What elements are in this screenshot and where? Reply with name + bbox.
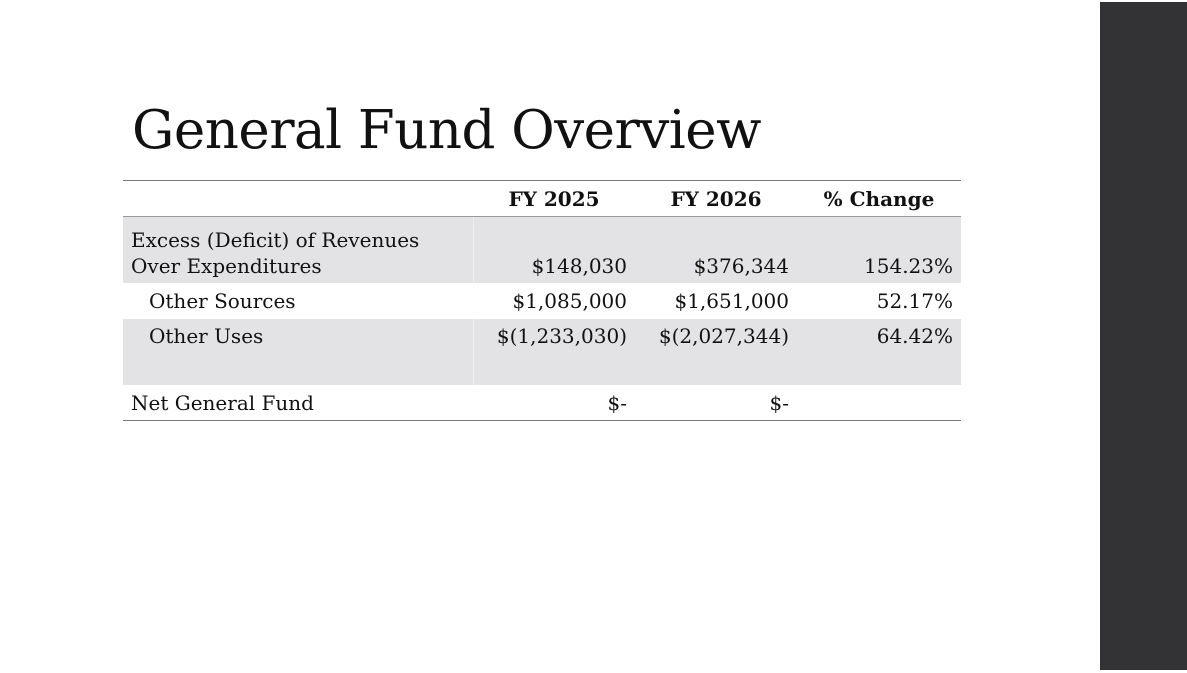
- cell-percent-change: 154.23%: [797, 217, 961, 284]
- table-row: [123, 217, 961, 284]
- cell-fy2026: $376,344: [635, 217, 797, 284]
- cell-percent-change: [797, 385, 961, 421]
- side-accent-bar: [1100, 2, 1187, 670]
- cell-percent-change: 52.17%: [876, 289, 953, 313]
- cell-fy2026: $1,651,000: [674, 289, 789, 313]
- row-label-line1: Excess (Deficit) of Revenues: [131, 228, 420, 252]
- table-row: [123, 283, 961, 319]
- table-row: [123, 385, 961, 421]
- row-label-line2: Over Expenditures: [131, 254, 322, 278]
- cell-fy2026: $(2,027,344): [635, 319, 797, 385]
- cell-fy2025: $1,085,000: [512, 289, 627, 313]
- general-fund-table: [123, 180, 961, 421]
- table-row: [123, 319, 961, 385]
- row-label-net-general-fund: Net General Fund: [131, 390, 314, 415]
- row-label-other-uses: Other Uses: [123, 319, 473, 385]
- header-fy2025: FY 2025: [473, 181, 635, 217]
- cell-fy2025: $(1,233,030): [473, 319, 635, 385]
- row-label-excess-deficit: [123, 217, 473, 284]
- cell-fy2026: $-: [769, 390, 789, 415]
- header-fy2026: FY 2026: [635, 181, 797, 217]
- cell-percent-change: 64.42%: [797, 319, 961, 385]
- header-label-cell: [123, 181, 473, 217]
- row-label-other-sources: Other Sources: [149, 289, 296, 313]
- cell-fy2025: $148,030: [473, 217, 635, 284]
- cell-fy2025: $-: [607, 390, 627, 415]
- header-percent-change: % Change: [797, 181, 961, 217]
- slide-title: General Fund Overview: [132, 100, 761, 161]
- table-header-row: [123, 181, 961, 217]
